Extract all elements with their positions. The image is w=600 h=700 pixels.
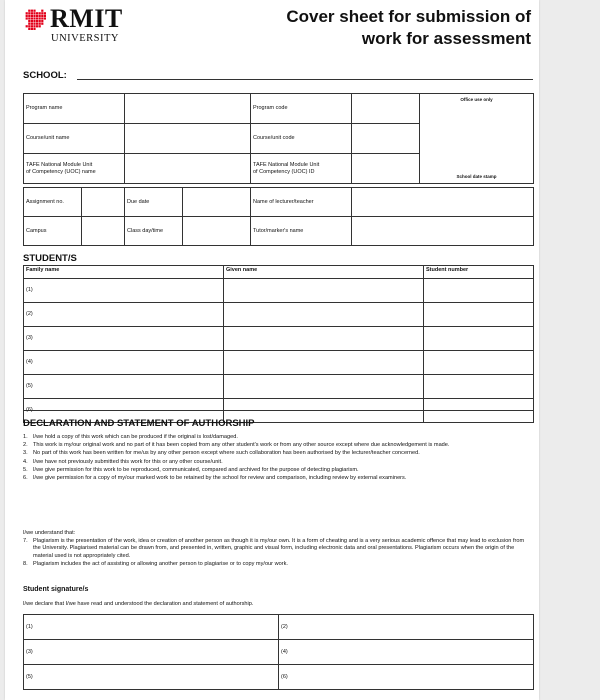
item-number: 7.: [23, 538, 28, 544]
item-number: 6.: [23, 475, 28, 482]
item-number: 3.: [23, 450, 28, 457]
list-item: [23, 442, 533, 449]
student-number-field[interactable]: [424, 303, 534, 327]
item-text: No part of this work has been written for me/us by any other person except where such collaboration has been authorised by the lecturer/teacher concerned.: [33, 450, 420, 457]
tafe-name-label: [24, 154, 125, 184]
students-table: [23, 265, 534, 423]
family-name-field[interactable]: [24, 303, 224, 327]
table-row: [24, 279, 534, 303]
row-number: (5): [26, 383, 33, 389]
item-text: I/we give permission for this work to be reproduced, communicated, compared and archived for the purpose of detecting plagiarism.: [33, 466, 359, 473]
signature-field[interactable]: [279, 615, 534, 640]
course-code-label: Course/unit code: [251, 124, 352, 154]
signature-number: (1): [26, 623, 33, 630]
signature-note: I/we declare that I/we have read and understood the declaration and statement of authorship.: [23, 601, 254, 607]
list-item: [23, 467, 533, 474]
family-name-field[interactable]: [24, 375, 224, 399]
row-number: (1): [26, 287, 33, 293]
item-text: This work is my/our original work and no part of it has been copied from any other student's work or from any other source except where due acknowledgement is made.: [33, 442, 450, 449]
col-given-name: Given name: [224, 266, 424, 279]
item-number: 8.: [23, 561, 28, 568]
declaration-list: [23, 434, 533, 483]
school-label: SCHOOL:: [23, 70, 67, 81]
tafe-name-line-2: of Competency (UOC) name: [26, 168, 96, 175]
assignment-table: [23, 187, 534, 246]
course-name-field[interactable]: [125, 124, 251, 154]
item-text: Plagiarism is the presentation of the work, idea or creation of another person as though it is my/our own. It is a form of cheating and is a very serious academic offence that may lead to exclusion from the University. Plagiarised material can be drawn from, and presented in, written, graphic and visual form, including electronic data and oral presentations. Plagiarism occurs when the origin of the material used is not appropriately cited.: [33, 538, 525, 559]
student-number-field[interactable]: [424, 327, 534, 351]
page-title: [286, 6, 531, 50]
row-number: (6): [26, 407, 33, 413]
col-family-name: Family name: [24, 266, 224, 279]
office-use-box: [420, 94, 534, 184]
tafe-id-line-1: TAFE National Module Unit: [253, 161, 320, 168]
signature-field[interactable]: [279, 640, 534, 665]
item-text: I/we give permission for a copy of my/our marked work to be retained by the school for review and comparison, including review by external examiners.: [33, 475, 407, 482]
table-row: [24, 327, 534, 351]
signature-field[interactable]: [279, 665, 534, 690]
brand-subname: UNIVERSITY: [51, 33, 119, 44]
signature-heading: Student signature/s: [23, 586, 89, 593]
student-number-field[interactable]: [424, 279, 534, 303]
table-row: [24, 351, 534, 375]
course-code-field[interactable]: [352, 124, 420, 154]
students-heading: STUDENT/S: [23, 253, 77, 264]
family-name-field[interactable]: [24, 351, 224, 375]
signature-number: (3): [26, 648, 33, 655]
row-number: (2): [26, 311, 33, 317]
assignment-no-label: Assignment no.: [24, 188, 82, 217]
program-name-label: Program name: [24, 94, 125, 124]
tafe-id-label: [251, 154, 352, 184]
cover-sheet-page: [5, 0, 539, 700]
given-name-field[interactable]: [224, 303, 424, 327]
item-text: I/we have not previously submitted this work for this or any other course/unit.: [33, 458, 223, 465]
school-input-line[interactable]: [77, 79, 533, 80]
title-line-1: Cover sheet for submission of: [286, 7, 531, 26]
table-row: [24, 640, 534, 665]
list-item: [23, 538, 533, 560]
campus-label: Campus: [24, 217, 82, 246]
table-row: [24, 303, 534, 327]
assignment-no-field[interactable]: [82, 188, 125, 217]
program-name-field[interactable]: [125, 94, 251, 124]
signature-number: (2): [281, 623, 288, 630]
family-name-field[interactable]: [24, 327, 224, 351]
tafe-name-field[interactable]: [125, 154, 251, 184]
list-item: [23, 475, 533, 482]
item-text: I/we hold a copy of this work which can be produced if the original is lost/damaged.: [33, 434, 238, 440]
family-name-field[interactable]: [24, 279, 224, 303]
tafe-id-line-2: of Competency (UOC) ID: [253, 168, 315, 175]
office-use-label: Office use only: [460, 97, 493, 102]
list-item: [23, 450, 533, 457]
signature-field[interactable]: [24, 665, 279, 690]
brand-name: RMIT: [50, 4, 123, 33]
program-code-label: Program code: [251, 94, 352, 124]
table-row: [24, 375, 534, 399]
item-text: Plagiarism includes the act of assisting or allowing another person to plagiarise or to copy my/our work.: [33, 561, 288, 568]
given-name-field[interactable]: [224, 327, 424, 351]
table-row: [24, 615, 534, 640]
program-info-table: [23, 93, 534, 184]
item-number: 5.: [23, 466, 28, 473]
understand-list: [23, 538, 533, 569]
tutor-label: Tutor/marker's name: [251, 217, 352, 246]
section-divider: [23, 410, 533, 411]
due-date-field[interactable]: [183, 188, 251, 217]
school-stamp-label: School date stamp: [456, 174, 497, 179]
signature-number: (4): [281, 648, 288, 655]
tafe-id-field[interactable]: [352, 154, 420, 184]
row-number: (4): [26, 359, 33, 365]
lecturer-field[interactable]: [352, 188, 534, 217]
lecturer-label: Name of lecturer/teacher: [251, 188, 352, 217]
program-code-field[interactable]: [352, 94, 420, 124]
given-name-field[interactable]: [224, 375, 424, 399]
table-row: [24, 665, 534, 690]
understand-intro: I/we understand that:: [23, 530, 76, 536]
class-day-field[interactable]: [183, 217, 251, 246]
signature-field[interactable]: [24, 615, 279, 640]
course-name-label: Course/unit name: [24, 124, 125, 154]
item-number: 1.: [23, 434, 28, 440]
student-number-field[interactable]: [424, 375, 534, 399]
item-number: 4.: [23, 458, 28, 465]
signature-number: (6): [281, 673, 288, 680]
list-item: [23, 434, 533, 441]
student-number-field[interactable]: [424, 351, 534, 375]
title-line-2: work for assessment: [361, 29, 531, 48]
campus-field[interactable]: [82, 217, 125, 246]
col-student-number: Student number: [424, 266, 534, 279]
class-day-label: Class day/time: [125, 217, 183, 246]
due-date-label: Due date: [125, 188, 183, 217]
tafe-name-line-1: TAFE National Module Unit: [26, 161, 93, 168]
given-name-field[interactable]: [224, 351, 424, 375]
rmit-pixel-mark-icon: [23, 7, 49, 33]
item-number: 2.: [23, 442, 28, 449]
given-name-field[interactable]: [224, 279, 424, 303]
signature-number: (5): [26, 673, 33, 680]
list-item: [23, 459, 533, 466]
signature-table: [23, 614, 534, 690]
signature-field[interactable]: [24, 640, 279, 665]
list-item: [23, 561, 533, 568]
row-number: (3): [26, 335, 33, 341]
declaration-heading: DECLARATION AND STATEMENT OF AUTHORSHIP: [23, 418, 255, 429]
tutor-field[interactable]: [352, 217, 534, 246]
